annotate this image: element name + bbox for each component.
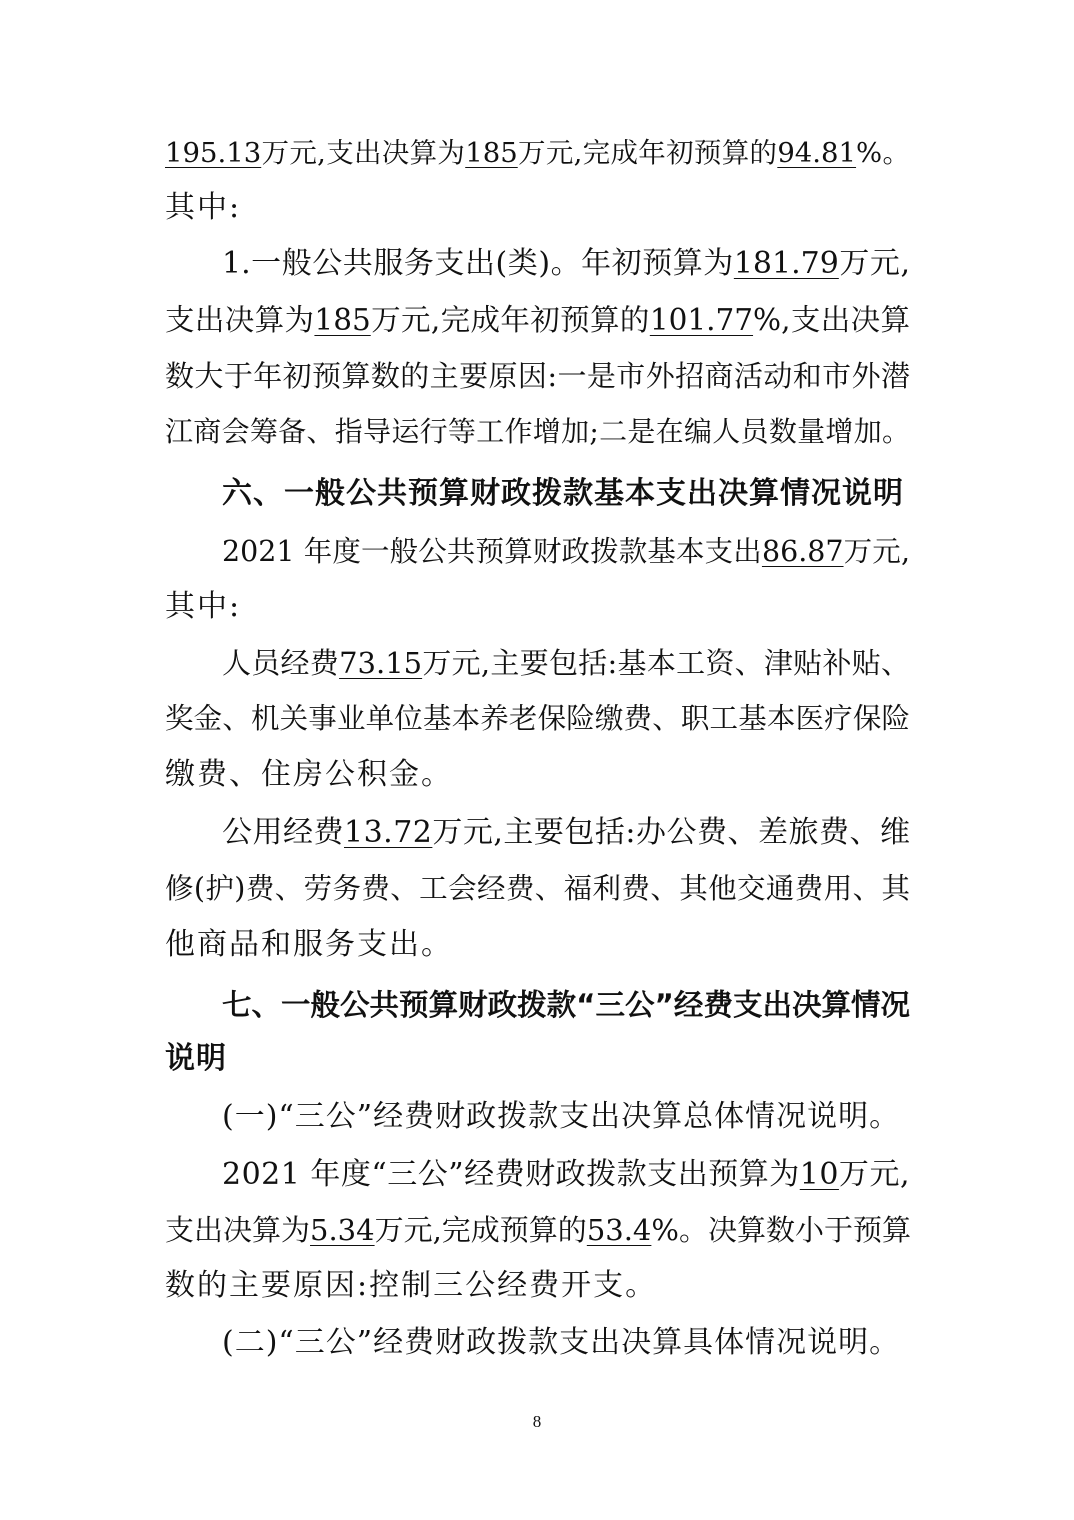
personnel-expense-line1: 人员经费73.15万元,主要包括:基本工资、津贴补贴、 [222, 646, 910, 680]
three-public-rate-value: 53.4 [586, 1213, 652, 1247]
item1-spend-value: 185 [314, 303, 371, 337]
paragraph-budget-summary-line2: 其中: [165, 190, 242, 225]
section6-basic-line2: 其中: [165, 589, 242, 624]
personnel-expense-value: 73.15 [339, 646, 423, 680]
three-public-line2: 支出决算为5.34万元,完成预算的53.4%。决算数小于预算 [165, 1213, 911, 1247]
budget-total-value: 195.13 [165, 137, 262, 169]
public-expense-line3: 他商品和服务支出。 [165, 927, 453, 962]
item1-rate-value: 101.77 [649, 303, 754, 337]
public-expense-value: 13.72 [344, 815, 433, 850]
public-expense-line2: 修(护)费、劳务费、工会经费、福利费、其他交通费用、其 [165, 872, 910, 905]
page-number: 8 [532, 1412, 542, 1431]
item1-line2: 支出决算为185万元,完成年初预算的101.77%,支出决算 [165, 303, 910, 337]
three-public-budget-value: 10 [799, 1157, 839, 1192]
section6-basic-line1: 2021 年度一般公共预算财政拨款基本支出86.87万元, [222, 535, 911, 568]
item1-budget-value: 181.79 [733, 246, 839, 281]
completion-rate-value: 94.81 [777, 137, 857, 169]
basic-expenditure-value: 86.87 [761, 535, 844, 568]
public-expense-line1: 公用经费13.72万元,主要包括:办公费、差旅费、维 [222, 815, 911, 850]
personnel-expense-line2: 奖金、机关事业单位基本养老保险缴费、职工基本医疗保险 [165, 702, 910, 735]
section6-heading: 六、一般公共预算财政拨款基本支出决算情况说明 [222, 476, 904, 511]
paragraph-budget-summary-line1: 195.13万元,支出决算为185万元,完成年初预算的94.81%。 [165, 137, 910, 169]
personnel-expense-line3: 缴费、住房公积金。 [165, 757, 453, 792]
section7-subheading-2: (二)“三公”经费财政拨款支出决算具体情况说明。 [222, 1325, 901, 1360]
section7-heading-line2: 说明 [165, 1041, 227, 1076]
three-public-line3: 数的主要原因:控制三公经费开支。 [165, 1268, 658, 1303]
three-public-line1: 2021 年度“三公”经费财政拨款支出预算为10万元, [222, 1157, 910, 1192]
section7-subheading-1: (一)“三公”经费财政拨款支出决算总体情况说明。 [222, 1099, 901, 1134]
three-public-spend-value: 5.34 [310, 1213, 375, 1247]
item1-line3: 数大于年初预算数的主要原因:一是市外招商活动和市外潜 [165, 359, 910, 393]
item1-line4: 江商会筹备、指导运行等工作增加;二是在编人员数量增加。 [165, 415, 910, 448]
section7-heading-line1: 七、一般公共预算财政拨款“三公”经费支出决算情况 [222, 988, 910, 1022]
item1-line1: 1.一般公共服务支出(类)。年初预算为181.79万元, [222, 246, 910, 281]
spend-total-value: 185 [465, 137, 518, 169]
